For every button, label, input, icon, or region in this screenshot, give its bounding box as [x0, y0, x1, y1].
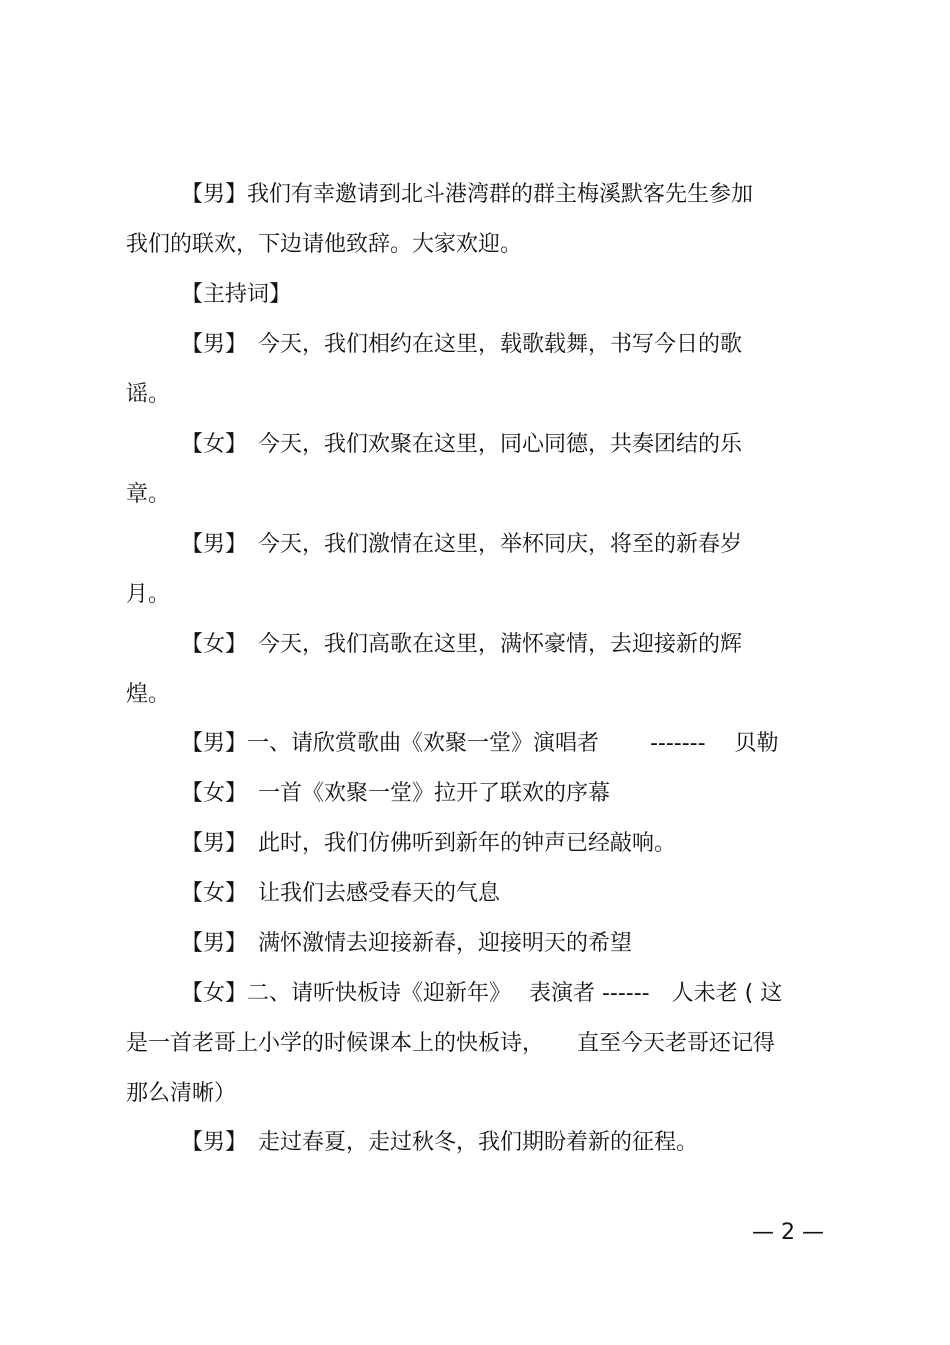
- paragraph-line-11: 煌。: [126, 682, 171, 707]
- page-number: — 2 —: [752, 1220, 824, 1245]
- paragraph-line-5: 谣。: [126, 382, 171, 407]
- paragraph-line-17: 【女】二、请听快板诗《迎新年》 表演者 ------ 人未老 ( 这: [181, 981, 783, 1006]
- paragraph-line-16: 【男】 满怀激情去迎接新春，迎接明天的希望: [181, 931, 633, 956]
- paragraph-line-20: 【男】 走过春夏，走过秋冬，我们期盼着新的征程。: [181, 1130, 699, 1155]
- paragraph-line-18: 是一首老哥上小学的时候课本上的快板诗， 直至今天老哥还记得: [126, 1031, 776, 1056]
- paragraph-line-15: 【女】 让我们去感受春天的气息: [181, 881, 501, 906]
- paragraph-line-13: 【女】 一首《欢聚一堂》拉开了联欢的序幕: [181, 781, 611, 806]
- paragraph-line-19: 那么清晰）: [126, 1081, 237, 1106]
- paragraph-line-14: 【男】 此时，我们仿佛听到新年的钟声已经敲响。: [181, 831, 677, 856]
- paragraph-line-12: 【男】一、请欣赏歌曲《欢聚一堂》演唱者 ------- 贝勒: [181, 731, 779, 756]
- paragraph-line-6: 【女】 今天，我们欢聚在这里，同心同德，共奏团结的乐: [181, 432, 743, 457]
- section-heading: 【主持词】: [181, 282, 292, 307]
- paragraph-line-4: 【男】 今天，我们相约在这里，载歌载舞，书写今日的歌: [181, 332, 743, 357]
- paragraph-line-1: 【男】我们有幸邀请到北斗港湾群的群主梅溪默客先生参加: [181, 182, 754, 207]
- paragraph-line-7: 章。: [126, 482, 171, 507]
- paragraph-line-2: 我们的联欢，下边请他致辞。大家欢迎。: [126, 232, 523, 257]
- paragraph-line-10: 【女】 今天，我们高歌在这里，满怀豪情，去迎接新的辉: [181, 632, 743, 657]
- paragraph-line-9: 月。: [126, 582, 171, 607]
- paragraph-line-8: 【男】 今天，我们激情在这里，举杯同庆，将至的新春岁: [181, 532, 743, 557]
